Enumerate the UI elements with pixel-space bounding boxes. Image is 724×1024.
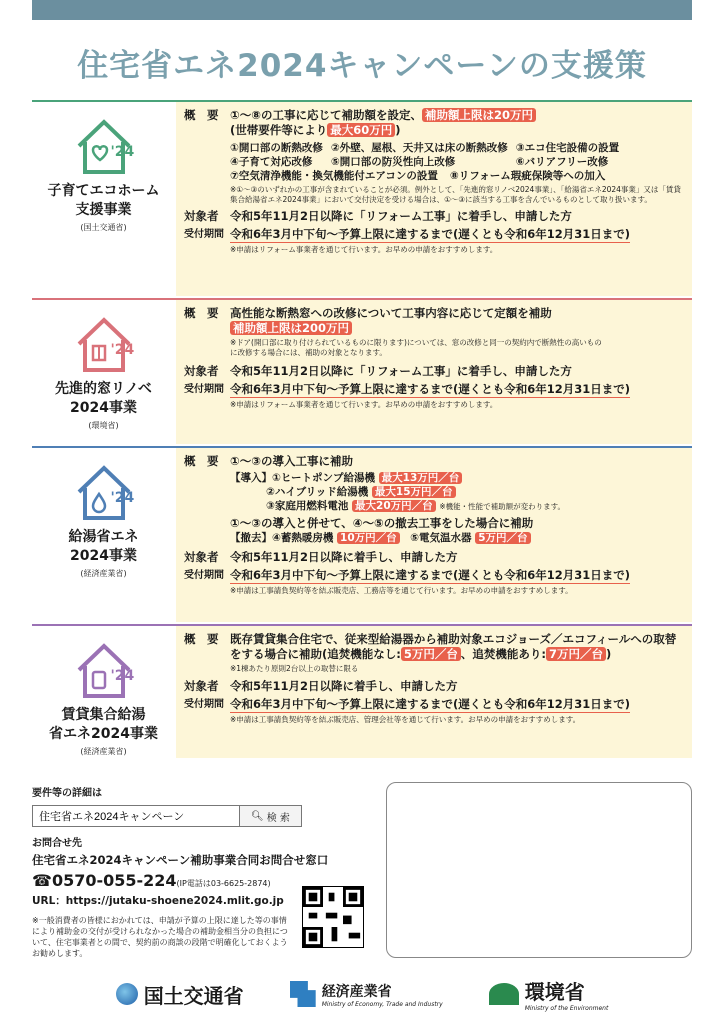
intro-item: ②ハイブリッド給湯機 [266,486,369,498]
phone-number[interactable]: 0570-055-224 [51,871,177,890]
period-label: 受付期間 [184,570,224,581]
list-item: ②外壁、屋根、天井又は床の断熱改修 [330,142,508,154]
list-item: ①開口部の断熱改修 [230,142,323,154]
section-kyuto [32,446,692,622]
overview-label: 概 要 [184,454,219,468]
badge-24: '24 [110,342,135,358]
requirements-label: 要件等の詳細は [32,788,102,799]
water-drop-house-icon [73,462,135,524]
section-name: 先進的窓リノベ 2024事業 [55,381,152,416]
section-agency: (経済産業省) [80,747,127,756]
intro-label: 【導入】 [230,472,272,484]
overview-label: 概 要 [184,108,219,122]
list-item: ⑧リフォーム瑕疵保険等への加入 [449,170,606,182]
target-text: 令和5年11月2日以降に「リフォーム工事」に着手し、申請した方 [230,209,572,223]
section-name: 給湯省エネ 2024事業 [68,529,139,564]
list-item: ③エコ住宅設備の設置 [515,142,620,154]
logo-name: 国土交通省 [143,983,244,1008]
period-label: 受付期間 [184,384,224,395]
contact-org: 住宅省エネ2024キャンペーン補助事業合同お問合せ窓口 [32,853,329,867]
limit-badge: 補助額上限は200万円 [230,321,352,335]
overview-end: ) [606,647,612,661]
logo-meti [290,981,443,1008]
period-text: 令和6年3月中下旬〜予算上限に達するまで(遅くとも令和6年12月31日まで) [230,382,631,396]
removal-item-value: 5万円／台 [475,532,530,544]
heart-house-icon [73,116,135,178]
target-label: 対象者 [184,550,219,564]
removal-item: ④蓄熱暖房機 [272,532,334,544]
logo-sub: Ministry of Economy, Trade and Industry [321,1000,443,1008]
target-text: 令和5年11月2日以降に着手し、申請した方 [230,550,458,564]
search-box [32,805,302,827]
removal-text: ①〜③の導入と併せて、④〜⑤の撤去工事をした場合に補助 [230,516,534,530]
meti-emblem-icon [290,981,316,1007]
value-badge: 5万円／台 [401,647,461,661]
period-text: 令和6年3月中下旬〜予算上限に達するまで(遅くとも令和6年12月31日まで) [230,697,631,711]
intro-item-value: 最大15万円／台 [372,486,456,498]
overview-mid: 、追焚機能あり: [460,647,546,661]
overview-text: ①〜③の導入工事に補助 [230,454,353,468]
search-input[interactable] [33,806,239,826]
section-agency: (経済産業省) [80,569,127,578]
period-label: 受付期間 [184,229,224,240]
overview-text: ①〜⑧の工事に応じて補助額を設定、 [230,108,422,122]
target-label: 対象者 [184,364,219,378]
overview-text: 高性能な断熱窓への改修について工事内容に応じて定額を補助 [230,306,552,320]
search-button[interactable] [239,806,301,826]
overview-label: 概 要 [184,306,219,320]
section-mado [32,298,692,444]
url-link[interactable]: URL：https://jutaku-shoene2024.mlit.go.jp [32,895,284,907]
overview-text: 既存賃貸集合住宅で、従来型給湯器から補助対象エコジョーズ／エコフィールへの取替をする場合に補助(追焚機能なし: [230,632,677,661]
badge-24: '24 [110,668,135,684]
list-item: ⑦空気清浄機能・換気機能付エアコンの設置 [230,170,438,182]
period-text: 令和6年3月中下旬〜予算上限に達するまで(遅くとも令和6年12月31日まで) [230,227,631,241]
period-note: ※申請はリフォーム事業者を通じて行います。お早めの申請をおすすめします。 [230,400,498,409]
phone-icon: ☎ [32,871,52,890]
section-note: ※①〜③のいずれかの工事が含まれていることが必須。例外として、「先進的窓リノベ2024事業」、「給湯省エネ2024事業」又は「賃貸集合給湯省エネ2024事業」において交付決定を受ける場合は、①〜③に該当する工事を含んでいるものとして取り扱います。 [230,185,681,204]
search-button-label: 検 索 [266,812,290,824]
section-chintai [32,624,692,758]
section-note: ※ドア(開口部に取り付けられているものに限ります)については、窓の改修と同一の契約内で断熱性の高いものに改修する場合には、補助の対象となります。 [230,338,602,357]
intro-item: ①ヒートポンプ給湯機 [272,472,375,484]
search-icon: 🔍︎ [251,810,264,822]
section-name: 子育てエコホーム 支援事業 [47,183,160,218]
logo-name: 経済産業省 [321,983,392,1000]
page-title: 住宅省エネ2024キャンペーンの支援策 [77,48,647,84]
removal-item: ⑤電気温水器 [410,532,472,544]
logo-mlit [116,980,244,1009]
mlit-emblem-icon [116,983,138,1005]
window-house-icon [73,314,135,376]
section-note: ※1棟あたり原則2台以上の取替に限る [230,664,359,673]
period-label: 受付期間 [184,699,224,710]
period-text: 令和6年3月中下旬〜予算上限に達するまで(遅くとも令和6年12月31日まで) [230,568,631,582]
list-item: ④子育て対応改修 [230,156,313,168]
overview-label: 概 要 [184,632,219,646]
qr-code[interactable] [302,886,364,948]
env-emblem-icon [489,983,519,1005]
period-note: ※申請は工事請負契約等を結ぶ販売店、工務店等を通じて行います。お早めの申請をおすすめします。 [230,586,573,595]
logo-env [489,976,609,1012]
disclaimer: ※一般消費者の皆様におかれては、申請が予算の上限に達した等の事情により補助金の交付が受けられなかった場合の補助金相当分の負担について、住宅事業者との間で、契約前の商談の段階で明確化しておくようお勧めします。 [32,916,288,958]
target-label: 対象者 [184,209,219,223]
section-agency: (国土交通省) [80,223,127,232]
target-text: 令和5年11月2日以降に「リフォーム工事」に着手し、申請した方 [230,364,572,378]
limit2-badge: 最大60万円 [327,123,395,137]
phone-ip: (IP電話は03-6625-2874) [176,879,271,888]
badge-24: '24 [110,144,135,160]
logo-name: 環境省 [524,980,585,1004]
removal-label: 【撤去】 [230,532,272,544]
section-name: 賃貸集合給湯 省エネ2024事業 [49,707,158,742]
overview-text2: (世帯要件等により [230,123,328,137]
list-item: ⑤開口部の防災性向上改修 [330,156,456,168]
removal-item-value: 10万円／台 [337,532,400,544]
period-note: ※申請は工事請負契約等を結ぶ販売店、管理会社等を通じて行います。お早めの申請をおすすめします。 [230,715,581,724]
intro-item-value: 最大13万円／台 [379,472,463,484]
limit-badge: 補助額上限は20万円 [422,108,536,122]
intro-item-value: 最大20万円／台 [352,500,436,512]
section-kosodate [32,100,692,296]
value-badge: 7万円／台 [546,647,606,661]
overview-text3: ) [395,123,401,137]
badge-24: '24 [110,490,135,506]
contact-label: お問合せ先 [32,838,82,849]
apartment-icon [73,640,135,702]
target-text: 令和5年11月2日以降に着手し、申請した方 [230,679,458,693]
list-item: ⑥バリアフリー改修 [515,156,609,168]
intro-item: ③家庭用燃料電池 [266,500,349,512]
section-agency: (環境省) [88,421,119,430]
target-label: 対象者 [184,679,219,693]
memo-box [386,782,692,958]
logo-sub: Ministry of the Environment [524,1005,609,1012]
intro-note: ※機能・性能で補助額が変わります。 [439,502,566,511]
top-bar [32,0,692,20]
period-note: ※申請はリフォーム事業者を通じて行います。お早めの申請をおすすめします。 [230,245,498,254]
